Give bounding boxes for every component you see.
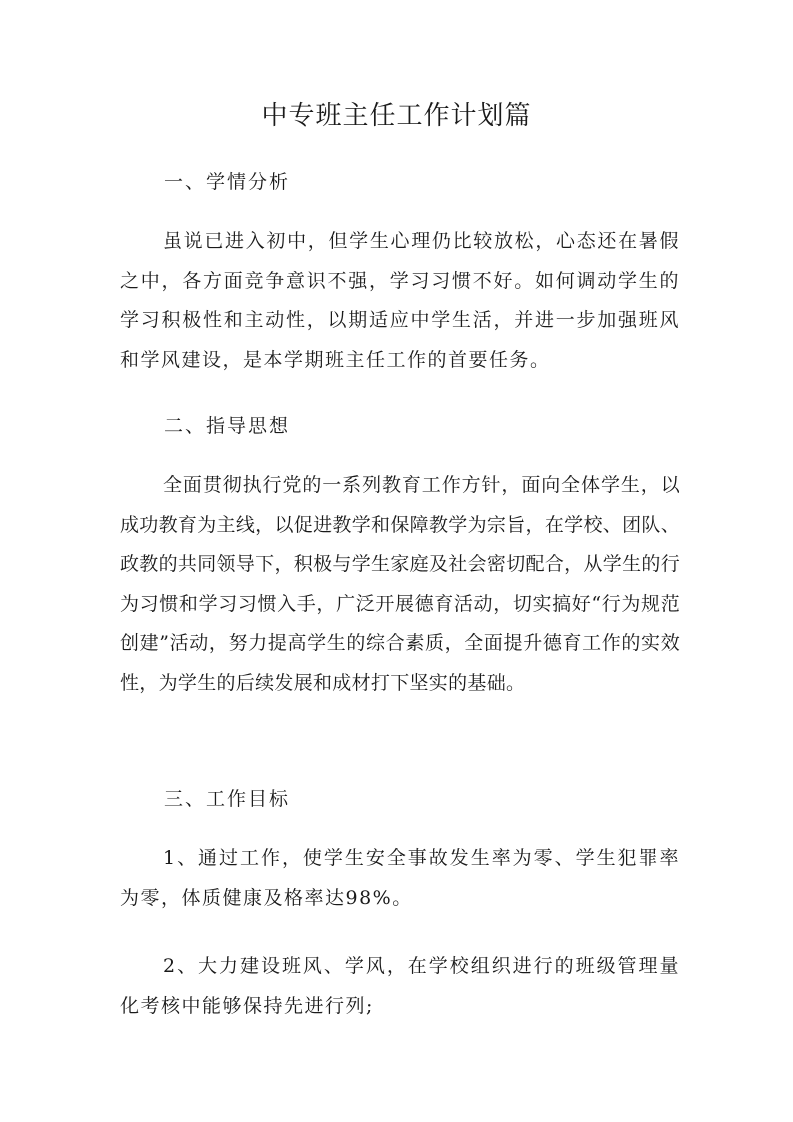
section-heading-learning-analysis: 一、学情分析 xyxy=(164,171,291,193)
paragraph-learning-analysis: 虽说已进入初中，但学生心理仍比较放松，心态还在暑假之中，各方面竞争意识不强，学习习惯不好。如何调动学生的学习积极性和主动性，以期适应中学生活，并进一步加强班风和学风建设，是本学期班主任工作的首要任务。 xyxy=(120,230,680,371)
paragraph-guiding-thought: 全面贯彻执行党的一系列教育工作方针，面向全体学生，以成功教育为主线，以促进教学和保障教学为宗旨，在学校、团队、政教的共同领导下，积极与学生家庭及社会密切配合，从学生的行为习惯和学习习惯入手，广泛开展德育活动，切实搞好“行为规范创建”活动，努力提高学生的综合素质，全面提升德育工作的实效性，为学生的后续发展和成材打下坚实的基础。 xyxy=(120,474,680,694)
paragraph-goal-2: 2、大力建设班风、学风，在学校组织进行的班级管理量化考核中能够保持先进行列; xyxy=(120,955,680,1017)
section-heading-guiding-thought: 二、指导思想 xyxy=(164,415,291,437)
paragraph-goal-1: 1、通过工作，使学生安全事故发生率为零、学生犯罪率为零，体质健康及格率达98%。 xyxy=(120,847,680,909)
section-heading-work-goals: 三、工作目标 xyxy=(164,788,291,810)
document-title: 中专班主任工作计划篇 xyxy=(261,101,532,131)
